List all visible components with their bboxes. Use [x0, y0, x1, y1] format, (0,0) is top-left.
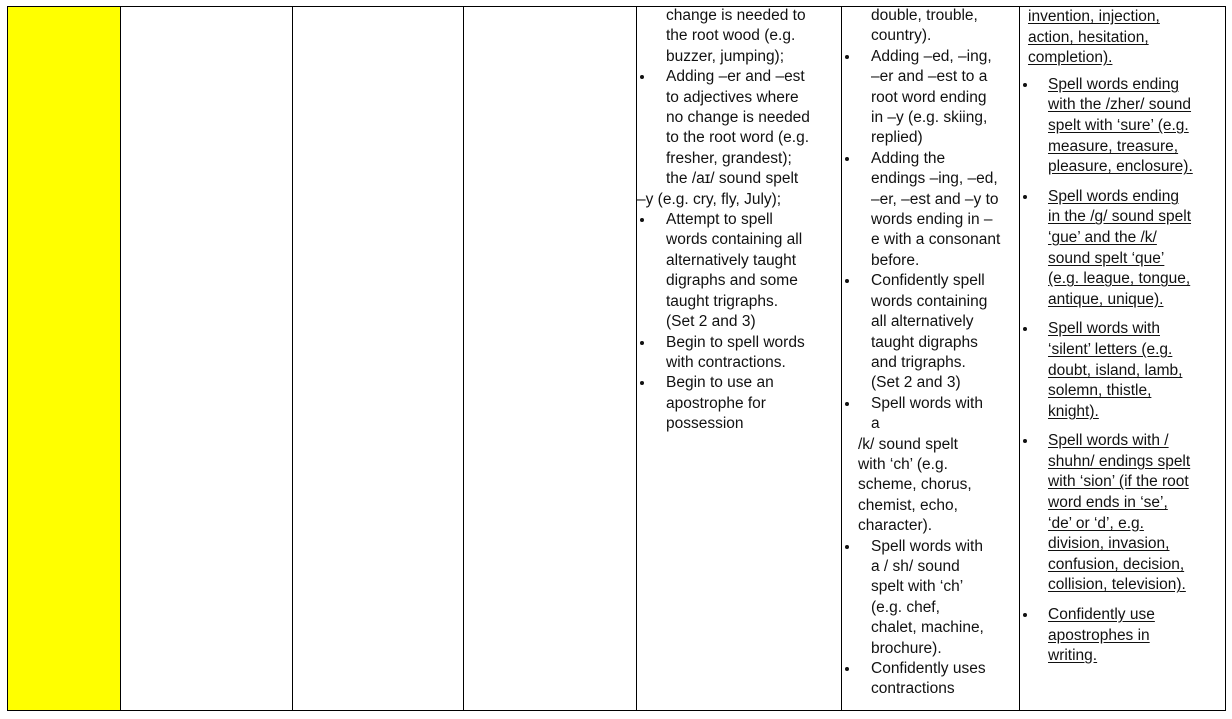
continued-text [1020, 7, 1227, 69]
continued-text [842, 7, 1019, 47]
text-line: (Set 2 and 3) [666, 313, 756, 331]
text-line: (e.g. chef, [871, 598, 940, 616]
text-line: country). [871, 27, 932, 45]
list-item [637, 67, 841, 189]
text-line: spelt with ‘sure’ (e.g. [1048, 116, 1189, 134]
text-line: measure, treasure, [1048, 137, 1179, 155]
text-line: e with a consonant [871, 231, 1001, 249]
text-line: shuhn/ endings spelt [1048, 452, 1191, 470]
list-item [637, 373, 841, 434]
text-line: division, invasion, [1048, 535, 1170, 553]
text-line: words containing all [666, 231, 803, 249]
text-line: (Set 2 and 3) [871, 374, 961, 392]
text-line: fresher, grandest); [666, 149, 792, 167]
year-column-spelling-c [1020, 7, 1227, 710]
text-line: Begin to spell words [666, 333, 805, 351]
text-line: antique, unique). [1048, 290, 1164, 308]
text-line: character). [858, 517, 933, 535]
year-column-spelling-b [842, 7, 1020, 710]
text-line: solemn, thistle, [1048, 382, 1152, 400]
list-item [842, 537, 1019, 659]
list-item [842, 394, 1019, 435]
text-line: buzzer, jumping); [666, 47, 785, 65]
text-line: taught trigraphs. [666, 292, 779, 310]
text-line: brochure). [871, 639, 942, 657]
text-line: taught digraphs [871, 333, 978, 351]
text-line: scheme, chorus, [858, 476, 972, 494]
text-line: writing. [1048, 647, 1098, 665]
text-line: doubt, island, lamb, [1048, 361, 1183, 379]
text-line: digraphs and some [666, 272, 798, 290]
highlight-cell [8, 7, 121, 710]
curriculum-table [7, 6, 1226, 711]
text-line: before. [871, 251, 920, 269]
list-item [842, 271, 1019, 393]
text-line: chemist, echo, [858, 496, 958, 514]
text-line: apostrophes in [1048, 626, 1150, 644]
year-column-spelling-a [637, 7, 842, 710]
list-item [1020, 187, 1227, 311]
text-line: endings –ing, –ed, [871, 170, 998, 188]
text-line: change is needed to [666, 7, 806, 24]
text-line: with ‘ch’ (e.g. [858, 455, 948, 473]
text-line: no change is needed [666, 109, 810, 127]
text-line: chalet, machine, [871, 619, 984, 637]
text-line: Adding –ed, –ing, [871, 47, 992, 65]
text-line: Adding the [871, 149, 946, 167]
empty-cell-2 [293, 7, 464, 710]
text-line: replied) [871, 129, 923, 147]
text-line: completion). [1028, 49, 1113, 67]
text-line: Spell words with [871, 394, 983, 412]
continued-text [842, 435, 1019, 537]
text-line: Spell words with / [1048, 432, 1169, 450]
list-item [637, 210, 841, 332]
text-line: in –y (e.g. skiing, [871, 109, 988, 127]
empty-cell-1 [121, 7, 293, 710]
text-line: action, hesitation, [1028, 28, 1149, 46]
text-line: a [871, 415, 880, 433]
text-line: words ending in – [871, 211, 993, 229]
list-item [1020, 431, 1227, 596]
text-line: Spell words with [1048, 320, 1160, 338]
text-line: knight). [1048, 402, 1099, 420]
text-line: all alternatively [871, 313, 974, 331]
text-line: double, trouble, [871, 7, 978, 24]
list-item [1020, 319, 1227, 422]
y-spelling-line: –y (e.g. cry, fly, July); [637, 190, 782, 208]
text-line: Spell words ending [1048, 75, 1179, 93]
text-line: invention, injection, [1028, 8, 1160, 25]
text-line: sound spelt ‘que’ [1048, 249, 1165, 267]
text-line: –er, –est and –y to [871, 190, 999, 208]
text-line: spelt with ‘ch’ [871, 578, 964, 596]
text-line: the root wood (e.g. [666, 27, 796, 45]
text-line: and trigraphs. [871, 353, 966, 371]
text-line: the /aɪ/ sound spelt [666, 170, 799, 188]
text-line: with contractions. [666, 353, 786, 371]
text-line: Confidently uses [871, 660, 986, 677]
text-line: ‘gue’ and the /k/ [1048, 228, 1157, 246]
text-line: Begin to use an [666, 374, 774, 392]
text-line: Attempt to spell [666, 211, 773, 229]
text-line: collision, television). [1048, 576, 1186, 594]
text-line: –er and –est to a [871, 68, 988, 86]
text-line: contractions [871, 680, 955, 698]
text-line: Adding –er and –est [666, 68, 805, 86]
text-line: ‘de’ or ‘d’, e.g. [1048, 514, 1144, 532]
text-line: apostrophe for [666, 394, 766, 412]
list-item [842, 47, 1019, 149]
list-item [1020, 75, 1227, 178]
list-item [1020, 605, 1227, 667]
text-line: in the /g/ sound spelt [1048, 208, 1192, 226]
list-item [637, 333, 841, 374]
list-item [842, 149, 1019, 271]
text-line: Confidently spell [871, 272, 985, 290]
text-line: to adjectives where [666, 88, 799, 106]
text-line: with the /zher/ sound [1048, 96, 1192, 114]
text-line: (e.g. league, tongue, [1048, 270, 1191, 288]
text-line: ‘silent’ letters (e.g. [1048, 340, 1173, 358]
empty-cell-3 [464, 7, 637, 710]
text-line: possession [666, 415, 744, 433]
text-line: Spell words with [871, 537, 983, 555]
text-line: Spell words ending [1048, 187, 1179, 205]
list-item [842, 659, 1019, 700]
text-line: words containing [871, 292, 988, 310]
text-line: /k/ sound spelt [858, 435, 958, 453]
text-line: word ends in ‘se’, [1048, 494, 1168, 512]
text-line: root word ending [871, 88, 987, 106]
text-line: to the root word (e.g. [666, 129, 810, 147]
text-line: alternatively taught [666, 251, 797, 269]
text-line: Confidently use [1048, 606, 1155, 624]
text-line: with ‘sion’ (if the root [1048, 473, 1189, 491]
text-line: pleasure, enclosure). [1048, 158, 1193, 176]
continued-text [637, 7, 841, 67]
text-line: a / sh/ sound [871, 557, 960, 575]
text-line: confusion, decision, [1048, 555, 1185, 573]
